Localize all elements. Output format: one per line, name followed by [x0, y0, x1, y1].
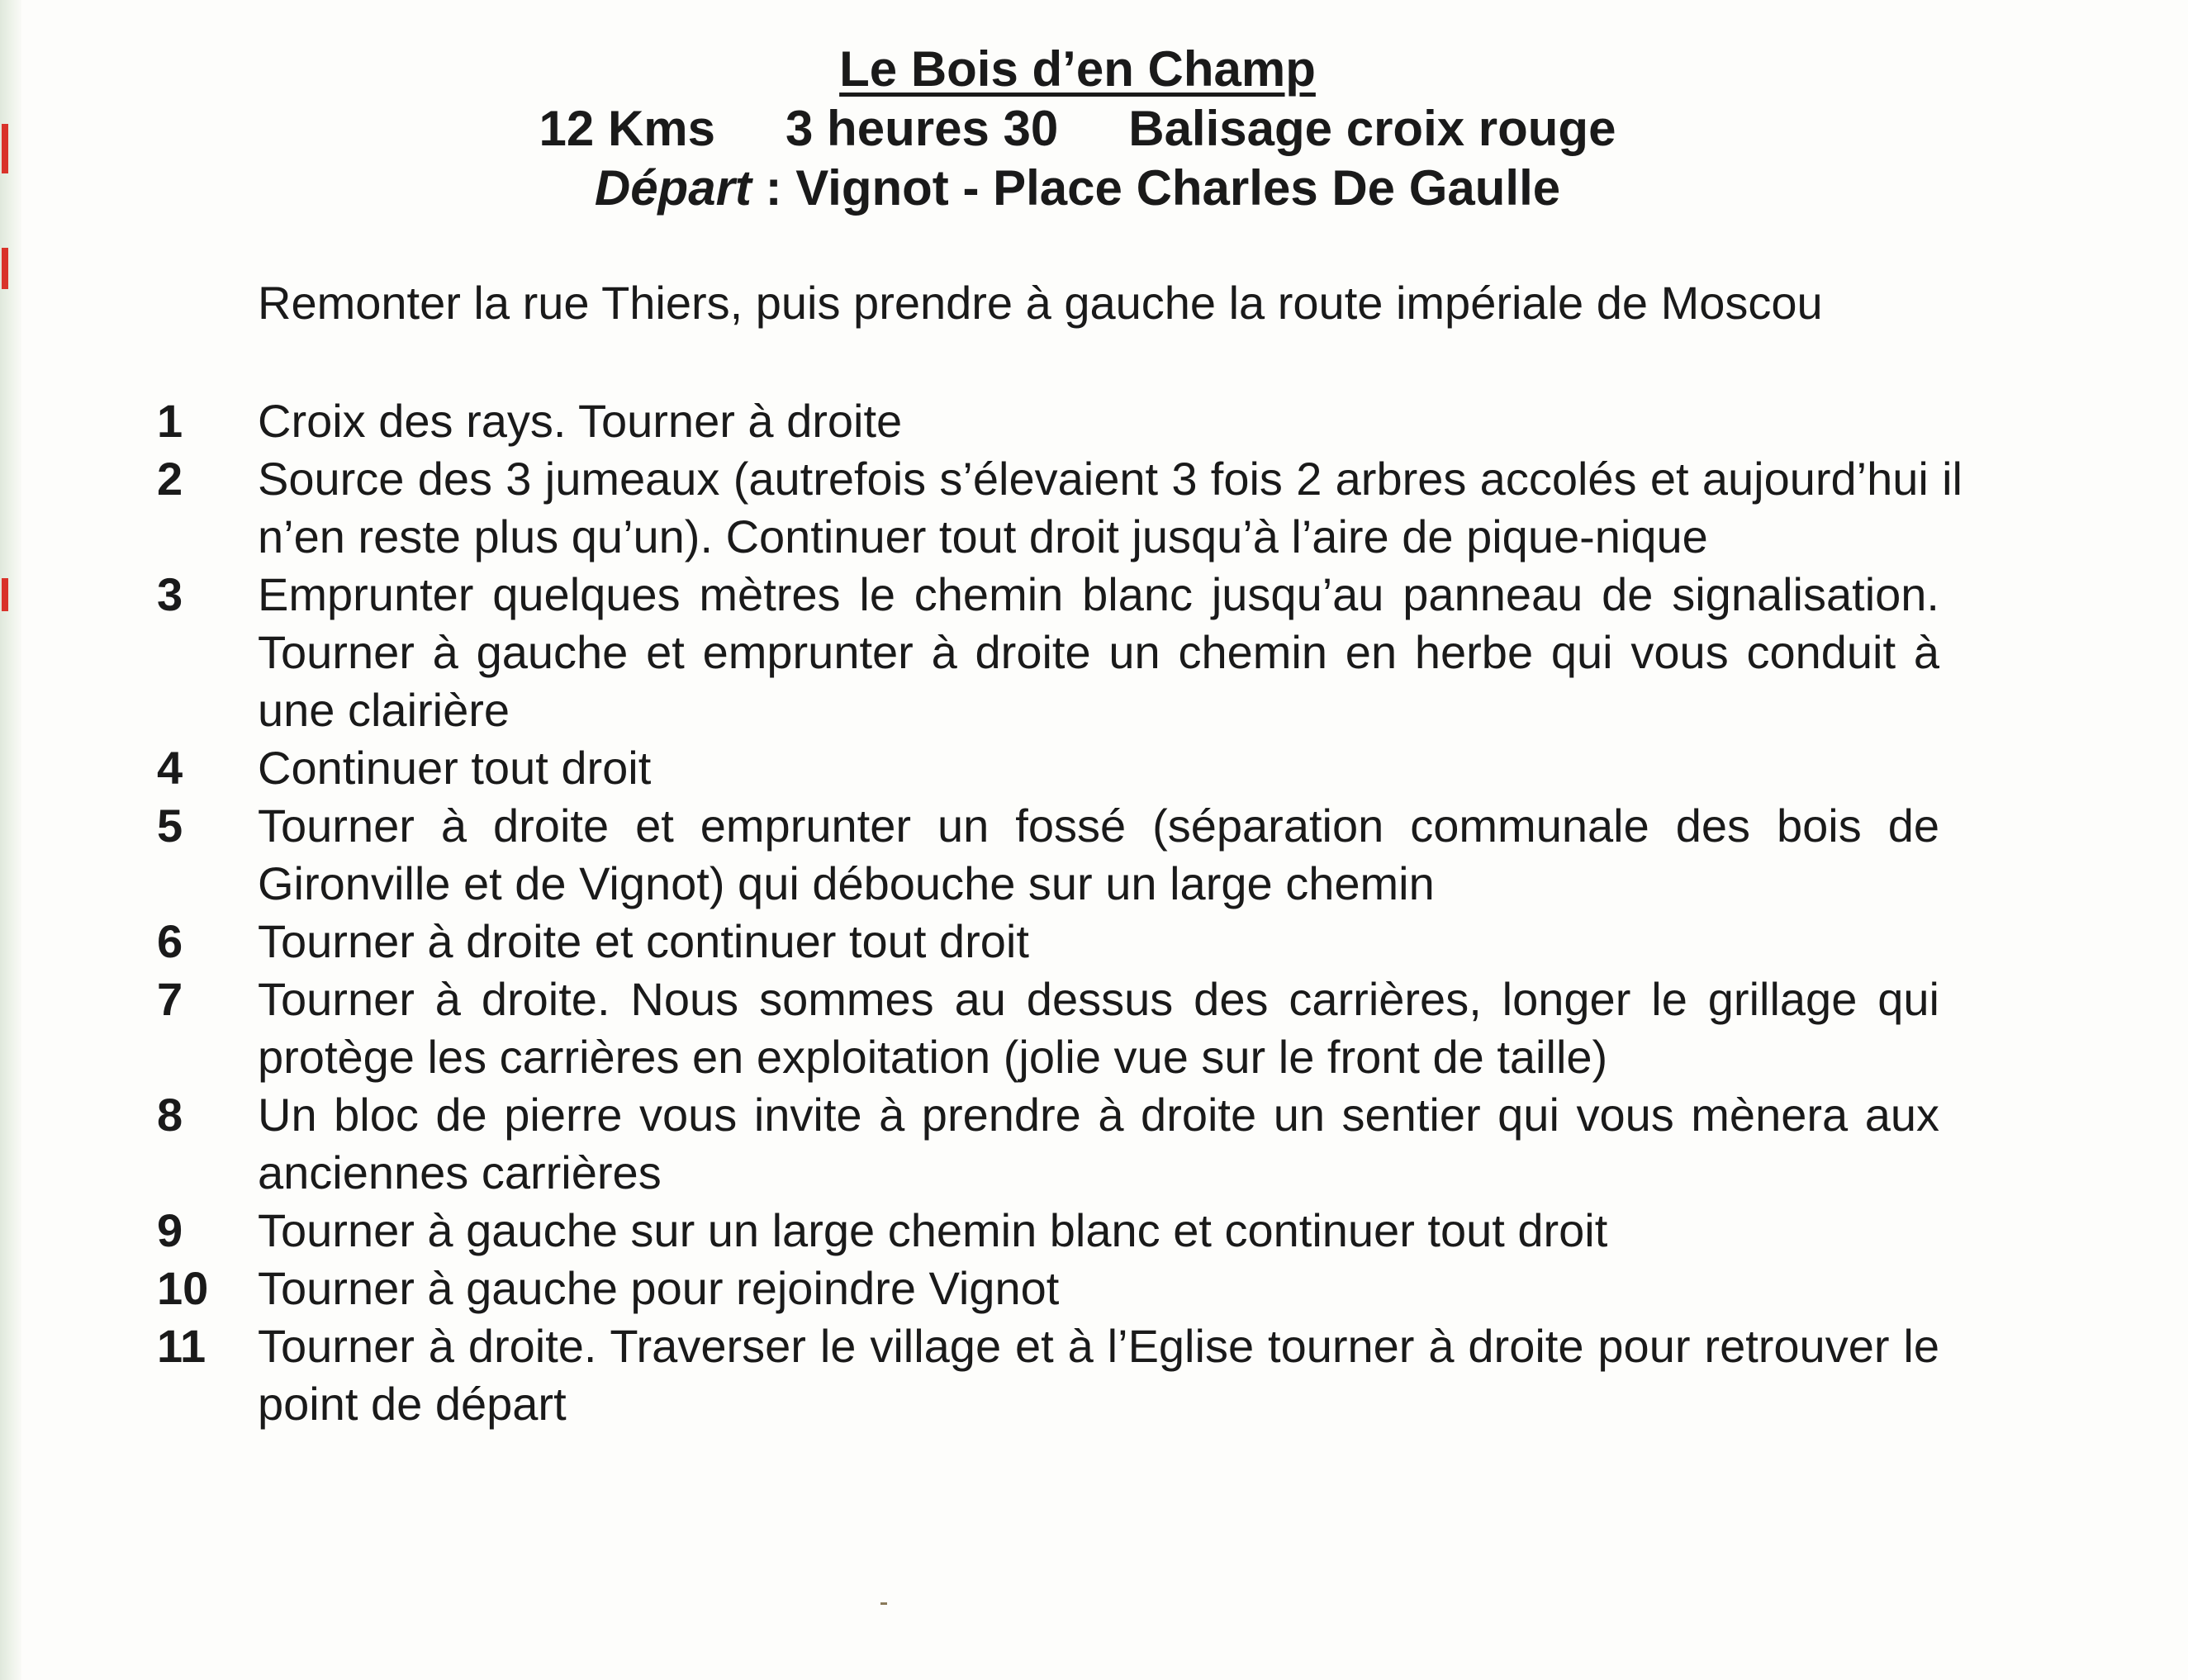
scan-left-edge	[0, 0, 21, 1680]
step-text: Source des 3 jumeaux (autrefois s’élevaient 3 fois 2 arbres accolés et aujourd’hui il n’en reste plus qu’un). Continuer tout droit jusqu’à l’aire de pique-nique	[258, 453, 1963, 562]
step-item	[157, 971, 1939, 1086]
intro-paragraph: Remonter la rue Thiers, puis prendre à gauche la route impériale de Moscou	[258, 277, 1823, 329]
step-item	[157, 450, 1963, 566]
step-item	[157, 913, 1939, 971]
edge-red-mark	[2, 248, 8, 289]
page-title: Le Bois d’en Champ	[839, 41, 1316, 97]
step-text: Croix des rays. Tourner à droite	[258, 395, 903, 447]
step-number: 10	[157, 1262, 209, 1314]
duration: 3 heures 30	[785, 101, 1059, 156]
step-text: Tourner à droite. Nous sommes au dessus des carrières, longer le grillage qui protège les carrières en exploitation (jolie vue sur le front de taille)	[258, 973, 1939, 1083]
distance: 12 Kms	[539, 101, 716, 156]
step-number: 4	[157, 742, 183, 794]
step-item	[157, 797, 1939, 913]
title-line	[0, 40, 2171, 99]
step-number: 5	[157, 800, 183, 852]
step-item	[157, 1260, 1939, 1317]
step-number: 6	[157, 915, 183, 967]
step-number: 8	[157, 1089, 183, 1141]
step-text: Tourner à gauche sur un large chemin blanc et continuer tout droit	[258, 1204, 1608, 1256]
step-text: Continuer tout droit	[258, 742, 652, 794]
step-number: 3	[157, 568, 183, 620]
step-text: Tourner à droite et continuer tout droit	[258, 915, 1029, 967]
step-number: 9	[157, 1204, 183, 1256]
step-text: Tourner à droite. Traverser le village et à l’Eglise tourner à droite pour retrouver le point de départ	[258, 1320, 1939, 1430]
step-item	[157, 566, 1939, 739]
step-item	[157, 392, 1939, 450]
step-text: Tourner à droite et emprunter un fossé (séparation communale des bois de Gironville et de Vignot) qui débouche sur un large chemin	[258, 800, 1939, 909]
step-item	[157, 1086, 1939, 1202]
step-number: 1	[157, 395, 183, 447]
marking: Balisage croix rouge	[1128, 101, 1616, 156]
step-list	[157, 392, 1963, 1433]
departure-place: Vignot - Place Charles De Gaulle	[795, 160, 1561, 216]
meta-line	[0, 99, 2171, 159]
document-header	[0, 40, 2188, 218]
step-item	[157, 1317, 1939, 1433]
step-item	[157, 739, 1939, 797]
step-text: Un bloc de pierre vous invite à prendre à droite un sentier qui vous mènera aux anciennes carrières	[258, 1089, 1939, 1198]
step-item	[157, 1202, 1939, 1260]
step-number: 2	[157, 453, 183, 505]
step-number: 7	[157, 973, 183, 1025]
departure-line	[0, 159, 2171, 218]
departure-separator: :	[751, 160, 796, 216]
edge-red-mark	[2, 578, 8, 611]
step-text: Emprunter quelques mètres le chemin blanc jusqu’au panneau de signalisation. Tourner à gauche et emprunter à droite un chemin en herbe qui vous conduit à une clairière	[258, 568, 1939, 736]
scan-speck	[880, 1602, 887, 1605]
step-number: 11	[157, 1320, 206, 1372]
departure-label: Départ	[594, 160, 752, 216]
step-text: Tourner à gauche pour rejoindre Vignot	[258, 1262, 1060, 1314]
